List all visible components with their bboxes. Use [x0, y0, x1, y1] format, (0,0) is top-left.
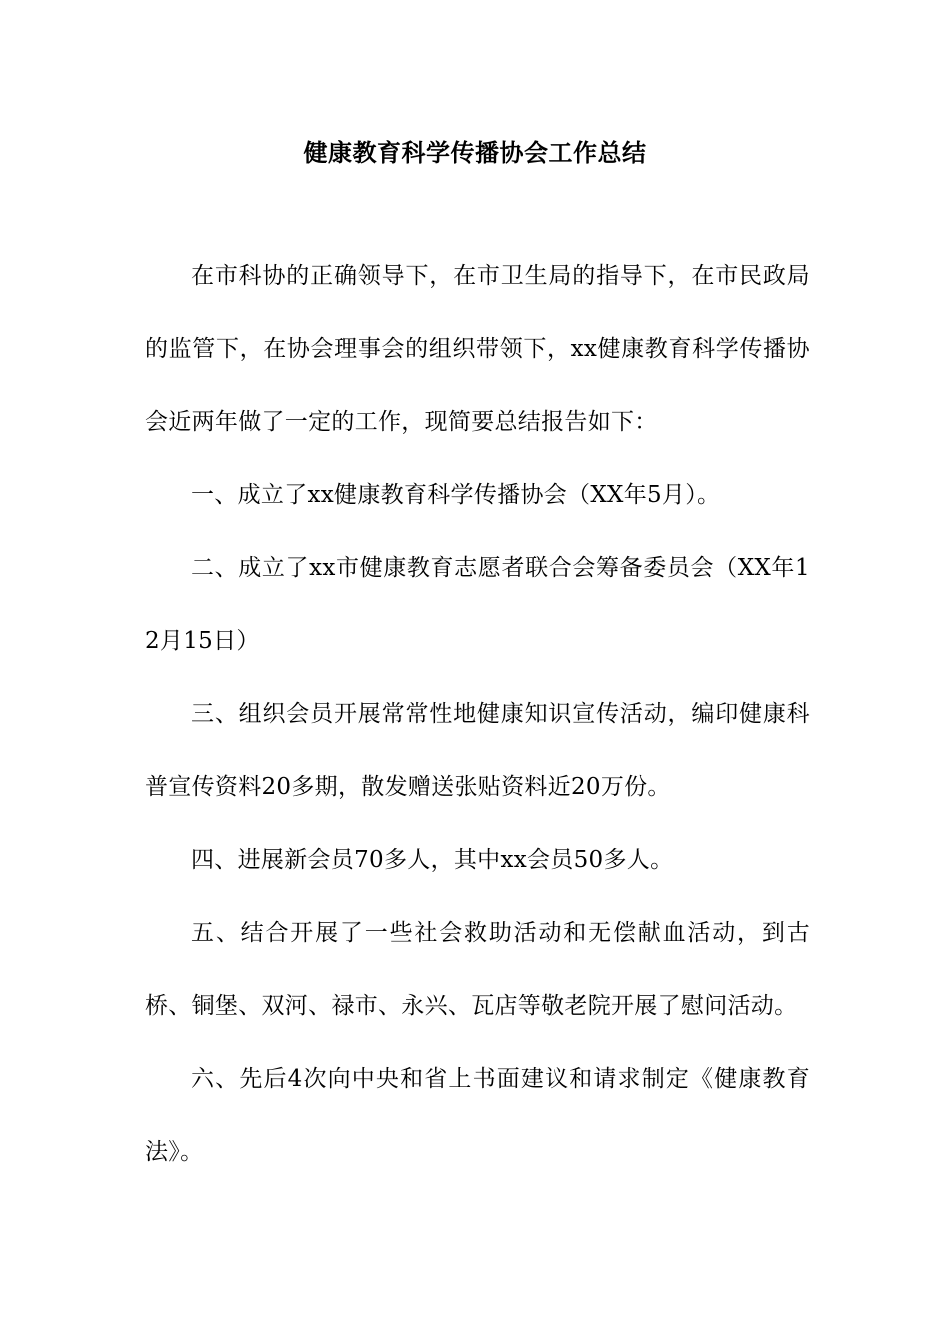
paragraph-item-4: 四、进展新会员70多人，其中xx会员50多人。 [191, 847, 674, 873]
paragraph-item-1: 一、成立了xx健康教育科学传播协会（XX年5月）。 [191, 482, 721, 508]
paragraph-item-2: 二、成立了xx市健康教育志愿者联合会筹备委员会（XX年12月15日） [145, 555, 810, 654]
paragraph-intro: 在市科协的正确领导下，在市卫生局的指导下，在市民政局的监管下，在协会理事会的组织带领下，xx健康教育科学传播协会近两年做了一定的工作，现简要总结报告如下： [145, 263, 810, 435]
document-title: 健康教育科学传播协会工作总结 [303, 138, 647, 167]
paragraph-item-3: 三、组织会员开展常常性地健康知识宣传活动，编印健康科普宣传资料20多期，散发赠送张贴资料近20万份。 [145, 701, 810, 800]
paragraph-item-6: 六、先后4次向中央和省上书面建议和请求制定《健康教育法》。 [145, 1066, 810, 1165]
document-body [145, 240, 810, 1189]
paragraph-item-5: 五、结合开展了一些社会救助活动和无偿献血活动，到古桥、铜堡、双河、禄市、永兴、瓦店等敬老院开展了慰问活动。 [145, 920, 810, 1019]
